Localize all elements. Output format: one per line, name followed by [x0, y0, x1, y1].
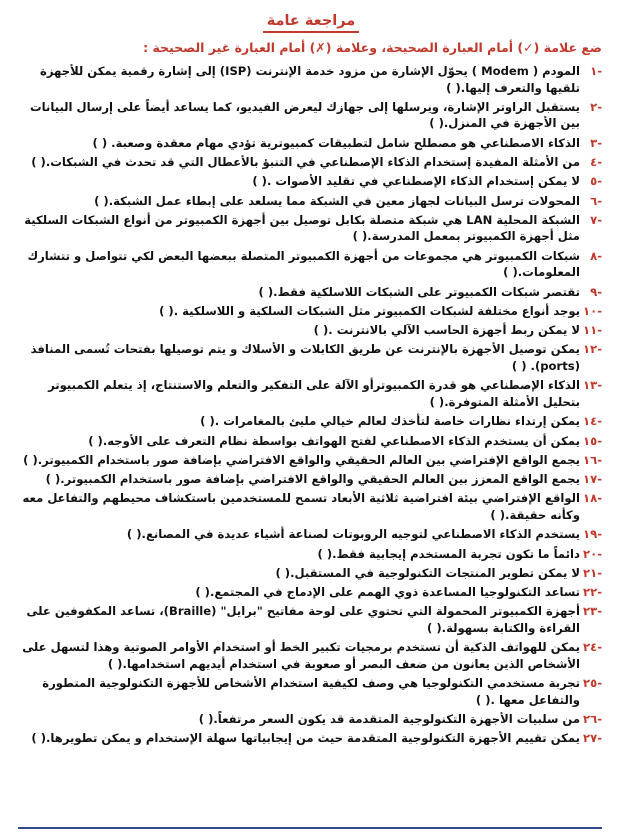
questions-list: [20, 63, 602, 747]
question-item: [20, 584, 602, 601]
question-item: [20, 173, 602, 190]
question-text: المودم ( Modem ) يحوّل الإشارة من مزود خدمة الإنترنت (ISP) إلى إشارة رقمية يمكن للأجهزة تلقيها والتعرف إليها.( ): [40, 64, 580, 95]
question-text: تساعد التكنولوجيا المساعدة ذوي الهمم على الإدماج في المجتمع.( ): [195, 585, 580, 600]
question-number: -١١: [583, 323, 602, 338]
question-text: يوجد أنواع مختلفة لشبكات الكمبيوتر مثل الشبكات السلكية و اللاسلكية .( ): [159, 303, 580, 318]
question-text: يمكن تقييم الأجهزة التكنولوجية المتقدمة حيث من إيجابياتها سهلة الإستخدام و يمكن تطويرها.( ): [31, 731, 580, 746]
question-item: [20, 490, 602, 523]
instruction-middle: ) أمام العبارة الصحيحة، وعلامة (: [325, 40, 524, 55]
question-number: -٣: [590, 135, 602, 150]
question-item: [20, 154, 602, 171]
question-number: -١٣: [583, 378, 602, 393]
question-number: -١٢: [583, 342, 602, 357]
question-text: من سلبيات الأجهزة التكنولوجية المتقدمة قد يكون السعر مرتفعاً.( ): [198, 711, 580, 726]
question-number: -٢٥: [583, 676, 602, 691]
question-item: [20, 603, 602, 636]
question-text: لا يمكن تطوير المنتجات التكنولوجية في المستقبل.( ): [275, 565, 580, 580]
question-number: -١٨: [583, 491, 602, 506]
question-number: -٢٤: [583, 640, 602, 655]
question-text: أجهزة الكمبيوتر المحمولة التي تحتوي على لوحة مفاتيح "برايل" (Braille)، تساعد المكفوفين على القراءة والكتابة بسهولة.( ): [26, 604, 580, 635]
question-text: يجمع الواقع المعزز بين العالم الحقيقي والواقع الافتراضي بإضافة صور باستخدام الكمبيوتر.( ): [45, 472, 580, 487]
question-number: -٥: [590, 174, 602, 189]
question-number: -٦: [590, 193, 602, 208]
cross-mark-icon: ✗: [315, 40, 326, 55]
question-item: [20, 63, 602, 96]
question-number: -٢٢: [583, 585, 602, 600]
question-item: [20, 284, 602, 301]
question-number: -١٠: [583, 303, 602, 318]
page-title: مراجعة عامة: [263, 12, 360, 33]
question-number: -١: [590, 64, 602, 78]
question-item: [20, 322, 602, 339]
question-item: [20, 413, 602, 430]
question-number: -٢٧: [583, 731, 602, 746]
question-item: [20, 377, 602, 410]
question-item: [20, 711, 602, 728]
question-text: يستقبل الراوتر الإشارة، ويرسلها إلى جهازك ليعرض الفيديو، كما يساعد أيضاً على إرسال البيانات بين الأجهزة في المنزل.( ): [30, 99, 580, 131]
question-text: يجمع الواقع الإفتراضي بين العالم الحقيقي والواقع الافتراضي بإضافة صور باستخدام الكمبيوتر.( ): [23, 452, 580, 467]
instruction-suffix: ) أمام العبارة غير الصحيحة :: [143, 40, 316, 55]
question-number: -٢٣: [583, 604, 602, 619]
question-text: الشبكة المحلية LAN هي شبكة متصلة بكابل توصيل بين أجهزة الكمبيوتر من أنواع الشبكات السلكية مثل أجهزة الكمبيوتر بمعمل المدرسة.( ): [24, 212, 580, 244]
question-item: [20, 99, 602, 132]
question-text: لا يمكن إستخدام الذكاء الإصطناعي في تقليد الأصوات .( ): [252, 174, 580, 189]
question-item: [20, 452, 602, 469]
question-item: [20, 730, 602, 747]
question-text: دائماً ما تكون تجربة المستخدم إيجابية فقط.( ): [317, 546, 580, 561]
question-item: [20, 565, 602, 582]
check-mark-icon: ✓: [523, 40, 534, 55]
question-item: [20, 675, 602, 708]
question-text: الواقع الإفتراضي بيئة افتراضية ثلاثية الأبعاد تسمح للمستخدمين باستكشاف محيطهم والتفاعل معه وكأنه حقيقة.( ): [22, 491, 580, 522]
question-text: الذكاء الإصطناعي هو قدرة الكمبيوترأو الآلة على التفكير والتعلم والاستنتاج، إذ يتعلم الكمبيوتر بتحليل الأمثلة المتوفرة.( ): [48, 378, 580, 409]
question-item: [20, 546, 602, 563]
question-text: يمكن إرتداء نظارات خاصة لتأخذك لعالم خيالي مليئ بالمغامرات .( ): [200, 414, 580, 429]
question-item: [20, 471, 602, 488]
question-number: -١٤: [583, 414, 602, 429]
question-number: -١٧: [583, 472, 602, 487]
question-item: [20, 303, 602, 320]
question-number: -٢٠: [583, 546, 602, 561]
question-number: -٤: [590, 155, 602, 170]
question-text: من الأمثلة المفيدة إستخدام الذكاء الإصطناعي في التنبؤ بالأعطال التي قد تحدث في الشبكات.( ): [31, 155, 580, 170]
question-text: لا يمكن ربط أجهزة الحاسب الآلي بالانترنت .( ): [313, 323, 580, 338]
question-number: -٢١: [583, 565, 602, 580]
title-wrap: [20, 10, 602, 33]
question-text: يمكن للهواتف الذكية أن تستخدم برمجيات تكبير الخط أو استخدام الأوامر الصوتية وهذا لتسهل على الأشخاص الذين يعانون من ضعف البصر أو صعوبة في استخدام أيديهم استخدامها.( ): [22, 640, 580, 671]
question-text: يمكن توصيل الأجهزة بالإنترنت عن طريق الكابلات و الأسلاك و يتم توصيلها بفتحات تُسمى المنافذ (ports). ( ): [30, 342, 580, 374]
question-number: -٨: [590, 248, 602, 263]
question-item: [20, 433, 602, 450]
question-number: -٧: [590, 212, 602, 227]
question-text: الذكاء الاصطناعي هو مصطلح شامل لتطبيقات كمبيوترية تؤدي مهام معقدة وصعبة. ( ): [92, 135, 580, 150]
instruction-prefix: ضع علامة (: [533, 40, 602, 55]
question-text: تجربة مستخدمي التكنولوجيا هي وصف لكيفية استخدام الأشخاص للأجهزة التكنولوجية المتطورة والتفاعل معها .( ): [42, 676, 580, 707]
bottom-divider: [18, 827, 602, 829]
question-item: [20, 341, 602, 374]
question-item: [20, 526, 602, 543]
question-item: [20, 248, 602, 281]
instruction-line: [20, 39, 602, 57]
question-number: -١٩: [583, 527, 602, 542]
question-text: يستخدم الذكاء الاصطناعي لتوجيه الروبوتات لصناعة أشياء عديدة في المصانع.( ): [126, 527, 580, 542]
question-number: -١٥: [583, 433, 602, 448]
question-text: يمكن أن يستخدم الذكاء الاصطناعي لفتح الهواتف بواسطة نظام التعرف على الأوجه.( ): [88, 433, 580, 448]
question-number: -١٦: [583, 452, 602, 467]
question-number: -٢٦: [583, 711, 602, 726]
question-number: -٢: [590, 99, 602, 114]
question-item: [20, 639, 602, 672]
question-text: المحولات ترسل البيانات لجهاز معين في الشبكة مما يسلعد على إبطاء عمل الشبكة.( ): [94, 193, 580, 208]
question-text: شبكات الكمبيوتر هي مجموعات من أجهزة الكمبيوتر المتصلة ببعضها البعض لكي تتواصل و تتشارك المعلومات.( ): [27, 248, 580, 280]
question-item: [20, 135, 602, 152]
question-item: [20, 212, 602, 245]
question-number: -٩: [590, 284, 602, 299]
question-item: [20, 193, 602, 210]
question-text: تقتصر شبكات الكمبيوتر على الشبكات اللاسلكية فقط.( ): [258, 284, 580, 299]
